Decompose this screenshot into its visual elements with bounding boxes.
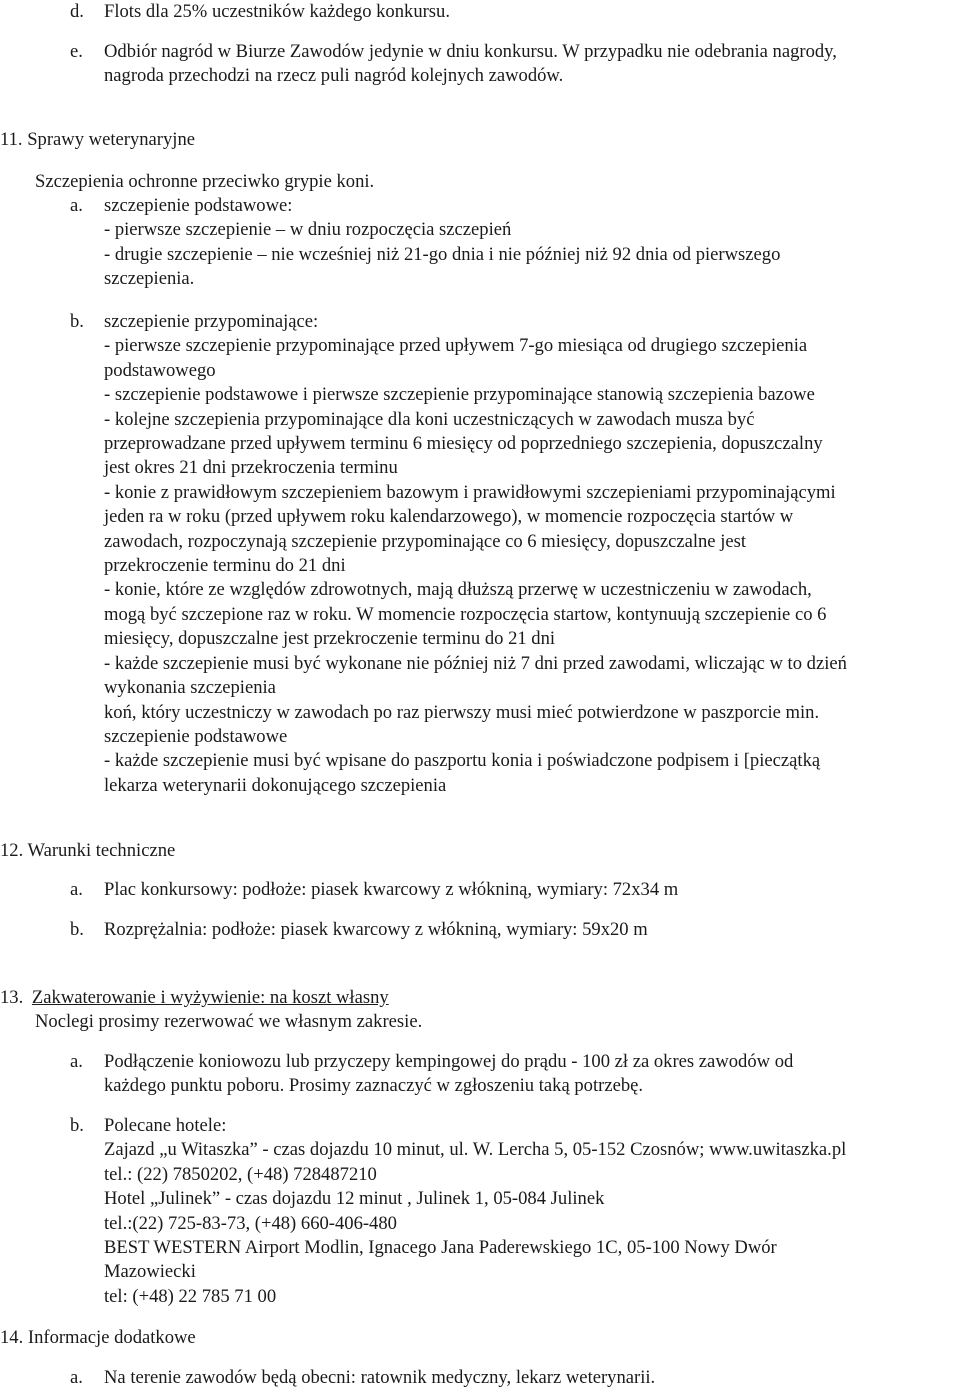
- sec14-item-a: [70, 1366, 960, 1390]
- list-marker: b.: [70, 311, 84, 332]
- list-marker: a.: [70, 1367, 83, 1388]
- sec13-item-a: [70, 1050, 960, 1099]
- list-item-text: szczepienie podstawowe: - pierwsze szczepienie – w dniu rozpoczęcia szczepień - drugie szczepienie – nie wcześniej niż 21-go dnia i nie później niż 92 dnia od pierwszego szczepienia.: [104, 195, 781, 290]
- list-item-text: Odbiór nagród w Biurze Zawodów jedynie w dniu konkursu. W przypadku nie odebrania nagrody, nagroda przechodzi na rzecz puli nagród kolejnych zawodów.: [104, 41, 837, 87]
- sec10-item-d: [70, 0, 960, 24]
- sec11-item-a: [70, 194, 960, 292]
- list-item-text: Na terenie zawodów będą obecni: ratownik medyczny, lekarz weterynarii.: [104, 1367, 656, 1388]
- heading-number: 13.: [0, 987, 24, 1008]
- section-heading-11: 11. Sprawy weterynaryjne: [0, 129, 195, 150]
- list-item-text: Rozprężalnia: podłoże: piasek kwarcowy z włókniną, wymiary: 59x20 m: [104, 919, 648, 940]
- sec11-intro: Szczepienia ochronne przeciwko grypie koni.: [35, 171, 375, 192]
- list-marker: b.: [70, 919, 84, 940]
- sec12-item-a: [70, 878, 960, 902]
- list-item-text: Polecane hotele: Zajazd „u Witaszka” - czas dojazdu 10 minut, ul. W. Lercha 5, 05-152 Czosnów; www.uwitaszka.pl tel.: (22) 7850202, (+48) 728487210 Hotel „Julinek” - czas dojazdu 12 minut , Julinek 1, 05-084 Julinek tel.:(22) 725-83-73, (+48) 660-406-480 BEST WESTERN Airport Modlin, Ignacego Jana Paderewskiego 1C, 05-100 Nowy Dwór Mazowiecki tel: (+48) 22 785 71 00: [104, 1115, 847, 1307]
- list-marker: a.: [70, 195, 83, 216]
- list-item-text: Plac konkursowy: podłoże: piasek kwarcowy z włókniną, wymiary: 72x34 m: [104, 879, 679, 900]
- list-item-text: Flots dla 25% uczestników każdego konkursu.: [104, 1, 450, 22]
- list-item-text: szczepienie przypominające: - pierwsze szczepienie przypominające przed upływem 7-go miesiąca od drugiego szczepienia podstawowego - szczepienie podstawowe i pierwsze szczepienie przypominające stanowią szczepienia bazowe - kolejne szczepienia przypominające dla koni uczestniczących w zawodach musza być przeprowadzane przed upływem terminu 6 miesięcy od poprzedniego szczepienia, dopuszczalny jest okres 21 dni przekroczenia terminu - konie z prawidłowym szczepieniem bazowym i prawidłowymi szczepieniami przypominającymi jeden ra w roku (przed upływem roku kalendarzowego), w momencie rozpoczęcia startów w zawodach, rozpoczynają szczepienie przypominające co 6 miesięcy, dopuszczalne jest przekroczenie terminu do 21 dni - konie, które ze względów zdrowotnych, mają dłuższą przerwę w uczestniczeniu w zawodach, mogą być szczepione raz w roku. W momencie rozpoczęcia startow, kontynuują szczepienie co 6 miesięcy, dopuszczalne jest przekroczenie terminu do 21 dni - każde szczepienie musi być wykonane nie później niż 7 dni przed zawodami, wliczając w to dzień wykonania szczepienia koń, który uczestniczy w zawodach po raz pierwszy musi mieć potwierdzone w paszporcie min. szczepienie podstawowe - każde szczepienie musi być wpisane do paszportu konia i poświadczone podpisem i [pieczątką lekarza weterynarii dokonującego szczepienia: [104, 311, 847, 796]
- list-marker: b.: [70, 1115, 84, 1136]
- list-marker: e.: [70, 41, 83, 62]
- sec13-intro: Noclegi prosimy rezerwować we własnym zakresie.: [35, 1011, 423, 1032]
- list-marker: a.: [70, 879, 83, 900]
- section-heading-14: 14. Informacje dodatkowe: [0, 1327, 196, 1348]
- section-heading-13: [0, 986, 389, 1010]
- sec13-item-b: [70, 1114, 960, 1309]
- heading-text: Zakwaterowanie i wyżywienie: na koszt własny: [31, 987, 389, 1008]
- list-item-text: Podłączenie koniowozu lub przyczepy kempingowej do prądu - 100 zł za okres zawodów od każdego punktu poboru. Prosimy zaznaczyć w zgłoszeniu taką potrzebę.: [104, 1051, 794, 1097]
- list-marker: d.: [70, 1, 84, 22]
- sec11-item-b: [70, 310, 960, 798]
- sec10-item-e: [70, 40, 960, 89]
- section-heading-12: 12. Warunki techniczne: [0, 840, 176, 861]
- sec12-item-b: [70, 918, 960, 942]
- list-marker: a.: [70, 1051, 83, 1072]
